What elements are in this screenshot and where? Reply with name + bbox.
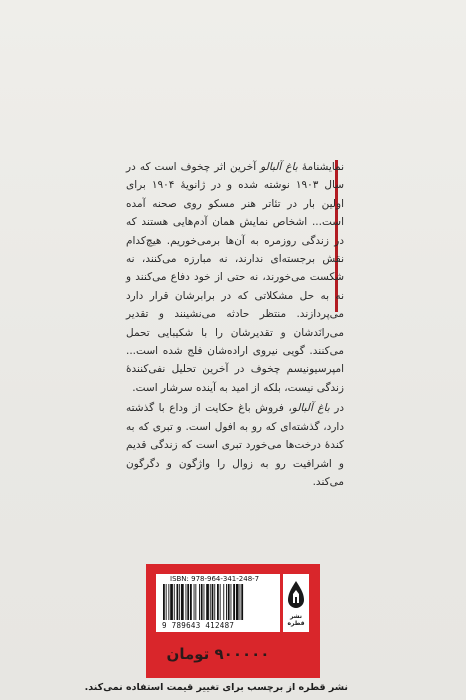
barcode-bar: [163, 584, 165, 620]
barcode-bar: [170, 584, 173, 620]
paragraph-1-prefix: نمایشنامهٔ: [301, 161, 345, 173]
barcode-bar: [212, 584, 214, 620]
price-notice: نشر قطره از برچسب برای تغییر قیمت استفاده نمی‌کند.: [84, 682, 348, 693]
barcode-bar: [195, 584, 196, 620]
barcode-digits: 9 789643 412487: [162, 621, 235, 630]
barcode-bar: [236, 584, 239, 620]
barcode-bar: [231, 584, 232, 620]
paragraph-2-body: ، فروش باغ حکایت از وداع با گذشته دارد، گذشته‌ای که رو به افول است. و تبری که به کندهٔ درخت‌ها می‌خورد تبری است که زندگی قدیم و اشرافیت رو به زوال را واژگون و دگرگون می‌کند.: [126, 402, 344, 488]
barcode-bar: [228, 584, 230, 620]
barcode-bar: [190, 584, 192, 620]
barcode-bar: [241, 584, 243, 620]
barcode-bar: [204, 584, 205, 620]
barcode-bar: [210, 584, 211, 620]
barcode-bar: [177, 584, 179, 620]
barcode: [156, 574, 280, 632]
barcode-bar: [199, 584, 200, 620]
blurb-paragraph-1: [126, 158, 344, 397]
barcode-bar: [181, 584, 184, 620]
barcode-bar: [194, 584, 195, 620]
barcode-bar: [186, 584, 187, 620]
barcode-bar: [214, 584, 215, 620]
barcode-bar: [217, 584, 219, 620]
barcode-bar: [206, 584, 209, 620]
book-title: باغ آلبالو: [260, 161, 298, 173]
paragraph-1-body: آخرین اثر چخوف است که در سال ۱۹۰۳ نوشته شده و در ژانویهٔ ۱۹۰۴ برای اولین بار در تئاتر هنر مسکو روی صحنه آمده است... اشخاص نمایش همان آدم‌هایی هستند که در زندگی روزمره به آن‌ها برمی‌خوریم. هیچ‌کدام نقش برجسته‌ای ندارند، نه مبارزه می‌کنند، نه شکست می‌خورند، نه حتی از خود دفاع می‌کنند و نه به حل مشکلاتی که در برابرشان قرار دارد می‌پردازند. منتظر حادثه می‌نشینند و تقدیر می‌رانَدشان و تقدیرشان را با شکیبایی تحمل می‌کنند. گویی نیروی اراده‌شان فلج شده است... امپرسیونیسم چخوف در آخرین تحلیل نفی‌کنندهٔ زندگی نیست، بلکه از امید به آینده سرشار است.: [126, 161, 344, 394]
blurb-paragraph-2: [126, 399, 344, 491]
barcode-bar: [166, 584, 167, 620]
barcode-bar: [187, 584, 189, 620]
barcode-bar: [240, 584, 241, 620]
barcode-bar: [168, 584, 169, 620]
book-title-2: باغ آلبالو: [291, 402, 330, 415]
barcode-bars: [162, 584, 274, 620]
paragraph-2-prefix: در: [334, 402, 344, 415]
blurb-text: [126, 158, 344, 493]
barcode-bar: [201, 584, 203, 620]
publisher-name: نشر قطره: [287, 613, 305, 627]
barcode-bar: [179, 584, 180, 620]
publisher-logo: [283, 574, 309, 632]
price-label: ۹۰۰۰۰۰ تومان: [166, 645, 270, 663]
publisher-drop-icon: [286, 580, 306, 610]
barcode-bar: [220, 584, 221, 620]
barcode-bar: [223, 584, 224, 620]
barcode-bar: [174, 584, 175, 620]
price-barcode-box: [146, 564, 320, 678]
barcode-bar: [226, 584, 227, 620]
isbn-label: ISBN: 978-964-341-248-7: [170, 575, 260, 583]
barcode-bar: [233, 584, 235, 620]
